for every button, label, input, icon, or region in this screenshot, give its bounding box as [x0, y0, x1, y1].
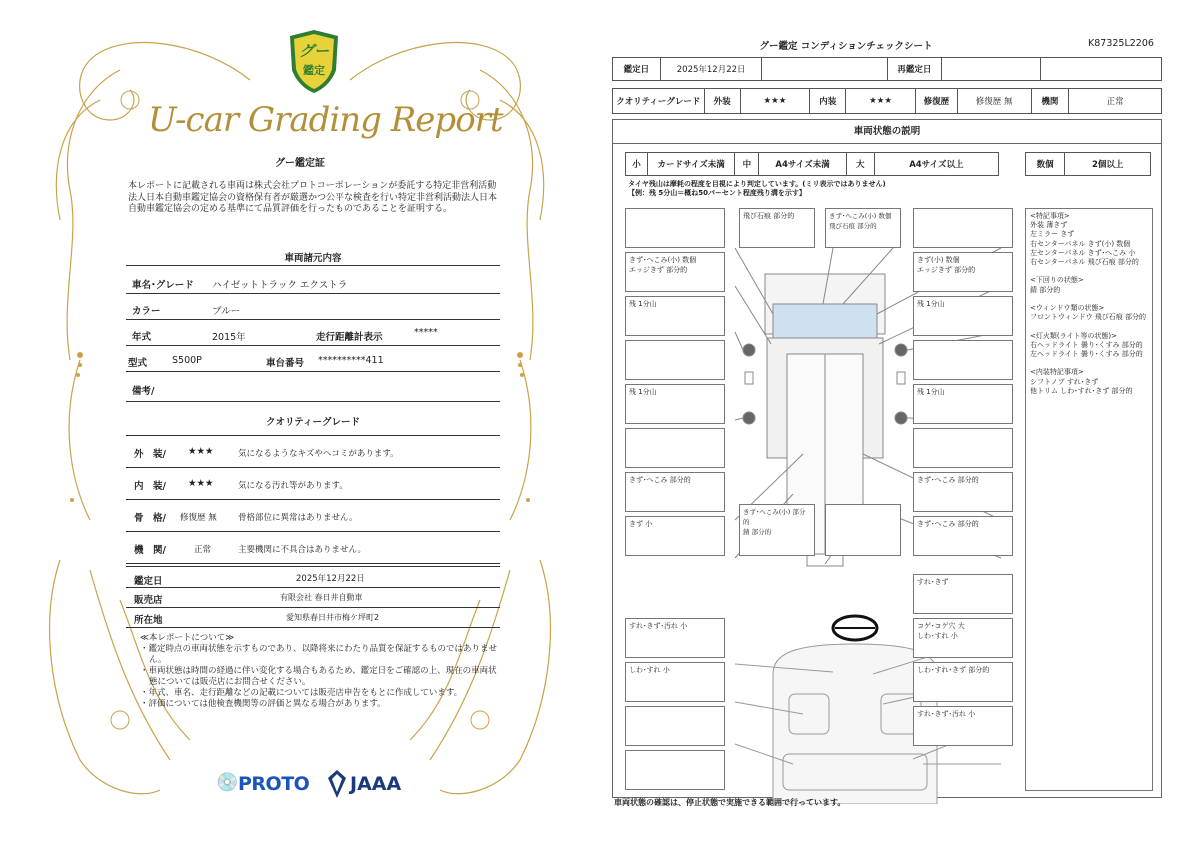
quality-row-frame — [126, 500, 500, 532]
condition-box: 飛び石痕 部分的 — [739, 208, 815, 248]
address-row — [126, 608, 500, 628]
note-item: ・年式、車名、走行距離などの記載については販売店申告をもとに作成しています。 — [140, 688, 463, 698]
condition-box: きず･へこみ 部分的 — [913, 516, 1013, 556]
steering-wheel-icon — [833, 616, 877, 640]
sheet-title: グー鑑定 コンディションチェックシート — [759, 41, 933, 52]
condition-box: 残 1分山 — [913, 296, 1013, 336]
spec-label: 車台番号 — [266, 358, 305, 369]
quality-row-exterior — [126, 436, 500, 468]
size-legend — [625, 152, 999, 176]
condition-box: コゲ･コゲ穴 大 しわ･すれ 小 — [913, 618, 1013, 658]
dealer-label: 販売店 — [134, 595, 163, 606]
quality-heading: クオリティーグレード — [265, 417, 361, 428]
condition-box: 残 1分山 — [625, 296, 725, 336]
quality-label: 機 関/ — [134, 545, 166, 556]
spec-row-remarks — [126, 374, 500, 402]
dealer-row — [126, 588, 500, 608]
sheet-id: K87325L2206 — [1088, 38, 1154, 49]
vehicle-condition-panel — [612, 119, 1162, 798]
spec-value: ***** — [414, 327, 438, 338]
spec-value: 2015年 — [212, 332, 246, 343]
legend-mid-desc: A4サイズ未満 — [759, 153, 847, 175]
jaaa-logo-icon — [328, 770, 346, 798]
proto-logo-text: PROTO — [238, 773, 310, 795]
note-item: ・車両状態は時間の経過に伴い変化する場合もあるため、鑑定日をご確認の上、現在の車両状態については販売店にお問合せください。 — [140, 666, 497, 687]
condition-check-sheet — [606, 0, 1200, 848]
address-label: 所在地 — [134, 615, 163, 626]
condition-box: しわ･すれ･きず 部分的 — [913, 662, 1013, 702]
quality-row-interior — [126, 468, 500, 500]
condition-box: すれ･きず･汚れ 小 — [913, 706, 1013, 746]
condition-box: 残 1分山 — [625, 384, 725, 424]
spec-row-year — [126, 322, 500, 346]
date-value: 2025年12月22日 — [661, 58, 763, 80]
spec-label: 走行距離計表示 — [316, 332, 383, 343]
report-script-title: U-car Grading Report — [148, 100, 503, 140]
legend-small-desc: カードサイズ未満 — [648, 153, 736, 175]
legend-small: 小 — [626, 153, 648, 175]
quality-grade-label: クオリティーグレード — [613, 89, 705, 113]
legend-count-desc: 2個以上 — [1091, 160, 1124, 170]
condition-box: きず･へこみ 部分的 — [625, 472, 725, 512]
appraisal-date-value: 2025年12月22日 — [296, 574, 365, 584]
quality-text: 気になる汚れ等があります。 — [238, 481, 348, 491]
spec-row-name — [126, 270, 500, 294]
condition-box — [625, 208, 725, 248]
quality-stars: ★★★ — [188, 446, 214, 457]
date-table — [612, 57, 1162, 81]
empty-cell — [762, 58, 888, 80]
legend-large: 大 — [847, 153, 875, 175]
condition-box — [625, 428, 725, 468]
quality-label: 内 装/ — [134, 481, 166, 492]
condition-box: きず(小) 数個 エッジきず 部分的 — [913, 252, 1013, 292]
dealer-value: 有限会社 春日井自動車 — [280, 593, 363, 602]
condition-box: きず･へこみ(小) 数個 エッジきず 部分的 — [625, 252, 725, 292]
count-legend — [1025, 152, 1151, 176]
tire-note — [628, 180, 886, 198]
legend-mid: 中 — [735, 153, 759, 175]
quality-text: 主要機関に不具合はありません。 — [238, 545, 367, 555]
interior-label: 内装 — [810, 89, 846, 113]
empty-cell — [1041, 58, 1161, 80]
quality-stars: 修復歴 無 — [180, 513, 217, 523]
spec-row-model — [126, 348, 500, 372]
address-value: 愛知県春日井市梅ケ坪町2 — [286, 613, 380, 622]
condition-box — [913, 208, 1013, 248]
re-appraisal-label: 再鑑定日 — [888, 58, 942, 80]
tire-note-line: タイヤ残山は摩耗の程度を目視により判定しています。(ミリ表示ではありません) — [628, 180, 886, 188]
spec-value: ハイゼットトラック エクストラ — [212, 280, 348, 291]
legend-large-desc: A4サイズ以上 — [909, 160, 964, 170]
condition-box: きず 小 — [625, 516, 725, 556]
interior-value: ★★★ — [846, 89, 916, 113]
note-item: ・評価については他検査機関等の評価と異なる場合があります。 — [140, 699, 386, 709]
certificate-intro: 本レポートに記載される車両は株式会社プロトコーポレーションが委託する特定非営利活動法人日本自動車鑑定協会の資格保有者が厳選かつ公平な検査を行い特定非営利活動法人日本自動車鑑定協会の定める基準にて品質評価を行ったものであることを証明する。 — [128, 181, 498, 214]
quality-text: 骨格部位に異常はありません。 — [238, 513, 358, 523]
condition-box: しわ･すれ 小 — [625, 662, 725, 702]
spec-value: S500P — [172, 355, 202, 366]
certificate-title: グー鑑定証 — [275, 158, 325, 169]
panel-title: 車両状態の説明 — [613, 120, 1161, 144]
spec-label: 型式 — [128, 358, 148, 369]
spec-value: **********411 — [318, 355, 384, 366]
condition-box: きず･へこみ 部分的 — [913, 472, 1013, 512]
divider — [126, 265, 500, 266]
badge-top-text: グー — [298, 42, 329, 60]
repair-history-label: 修復歴 — [916, 89, 958, 113]
re-appraisal-value — [942, 58, 1042, 80]
proto-logo-icon: 💿 — [216, 772, 239, 793]
condition-box: きず･へこみ(小) 部分的 錆 部分的 — [739, 504, 815, 556]
quality-row-engine — [126, 532, 500, 564]
exterior-value: ★★★ — [741, 89, 811, 113]
appraisal-date-label: 鑑定日 — [134, 576, 163, 587]
quality-stars: ★★★ — [188, 478, 214, 489]
specs-heading: 車両諸元内容 — [284, 253, 342, 264]
sheet-footer-note: 車両状態の確認は、停止状態で実施できる範囲で行っています。 — [614, 798, 846, 807]
condition-box — [625, 340, 725, 380]
tire-note-line: 【例：残 5分山＝概ね50パーセント程度残り溝を示す】 — [628, 189, 806, 197]
engine-value: 正常 — [1106, 97, 1124, 107]
badge-bottom-text: 鑑定 — [303, 64, 325, 77]
condition-box — [913, 428, 1013, 468]
spec-row-color — [126, 296, 500, 320]
spec-label: 車名･グレード — [132, 280, 194, 291]
condition-box — [625, 750, 725, 790]
notes-heading: ≪本レポートについて≫ — [140, 633, 235, 643]
condition-box: 残 1分山 — [913, 384, 1013, 424]
condition-box: きず･へこみ(小) 数個 飛び石痕 部分的 — [825, 208, 901, 248]
exterior-label: 外装 — [705, 89, 741, 113]
spec-value: ブルー — [212, 306, 241, 317]
condition-box: すれ･きず･汚れ 小 — [625, 618, 725, 658]
report-notes — [140, 633, 500, 710]
condition-box: すれ･きず — [913, 574, 1013, 614]
note-item: ・鑑定時点の車両状態を示すものであり、以降将来にわたり品質を保証するものではありません。 — [140, 644, 498, 665]
quality-label: 外 装/ — [134, 449, 166, 460]
jaaa-logo-text: JAAA — [350, 773, 402, 795]
appraisal-date-row — [126, 566, 500, 588]
quality-stars: 正常 — [194, 545, 212, 555]
condition-box — [825, 504, 901, 556]
footer-logos — [216, 770, 416, 800]
quality-text: 気になるようなキズやヘコミがあります。 — [238, 449, 399, 459]
date-label: 鑑定日 — [613, 58, 661, 80]
grade-table — [612, 88, 1162, 114]
goo-kantei-badge-icon — [286, 30, 342, 94]
spec-label: 備考/ — [132, 386, 155, 397]
spec-label: カラー — [132, 306, 161, 317]
repair-history-value: 修復歴 無 — [958, 89, 1032, 113]
spec-label: 年式 — [132, 332, 152, 343]
condition-box — [913, 340, 1013, 380]
special-notes: <特記事項> 外装 薄きず 左ミラー きず 右センターパネル きず(小) 数個 左センターパネル きず･へこみ 小 右センターパネル 飛び石痕 部分的 <下回りの状態> 錆 部分的 <ウィンドウ類の状態> フロントウィンドウ 飛び石痕 部分的 <灯火類(ライト等の状態)> 右ヘッドライト 曇り･くすみ 部分的 左ヘッドライト 曇り･くすみ 部分的 <内装特記事項> シフトノブ すれ･きず 他トリム しわ･すれ･きず 部分的 — [1025, 208, 1153, 791]
legend-count: 数個 — [1026, 153, 1065, 175]
condition-box — [625, 706, 725, 746]
quality-label: 骨 格/ — [134, 513, 166, 524]
engine-label: 機関 — [1032, 89, 1070, 113]
